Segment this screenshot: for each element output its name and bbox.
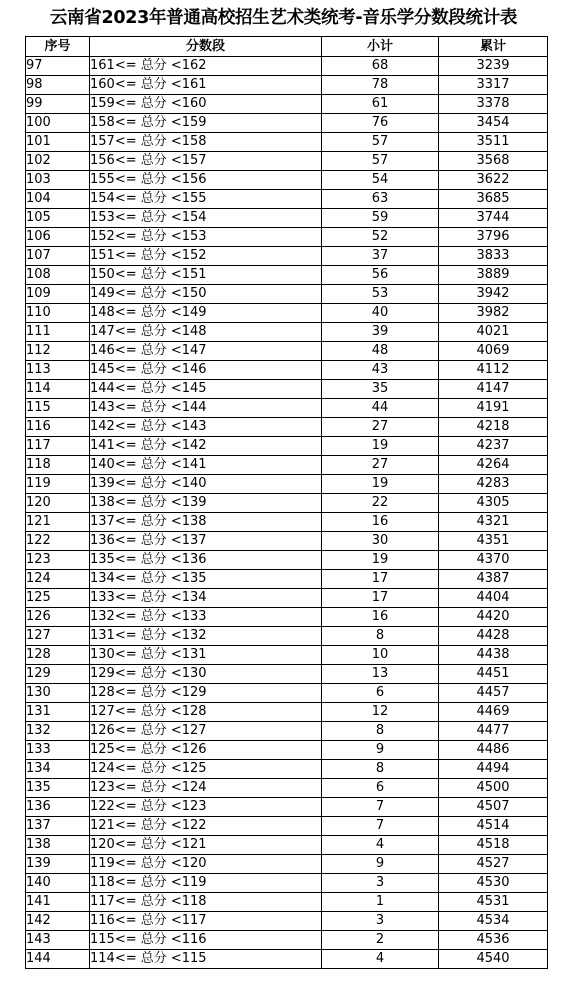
cell-seq: 136	[26, 798, 90, 817]
cell-total: 3796	[439, 228, 548, 247]
cell-count: 39	[322, 323, 439, 342]
cell-count: 43	[322, 361, 439, 380]
cell-total: 4112	[439, 361, 548, 380]
cell-total: 4420	[439, 608, 548, 627]
cell-total: 4218	[439, 418, 548, 437]
cell-count: 76	[322, 114, 439, 133]
cell-total: 4069	[439, 342, 548, 361]
cell-seq: 109	[26, 285, 90, 304]
cell-seq: 132	[26, 722, 90, 741]
cell-total: 4531	[439, 893, 548, 912]
cell-count: 9	[322, 741, 439, 760]
cell-total: 4321	[439, 513, 548, 532]
cell-seq: 108	[26, 266, 90, 285]
cell-range: 128<= 总分 <129	[90, 684, 322, 703]
cell-total: 4351	[439, 532, 548, 551]
table-row	[26, 323, 548, 342]
table-body	[26, 57, 548, 969]
cell-seq: 101	[26, 133, 90, 152]
cell-count: 9	[322, 855, 439, 874]
cell-count: 16	[322, 608, 439, 627]
table-row	[26, 285, 548, 304]
cell-total: 4530	[439, 874, 548, 893]
cell-range: 143<= 总分 <144	[90, 399, 322, 418]
cell-total: 4494	[439, 760, 548, 779]
table-row	[26, 304, 548, 323]
cell-total: 4147	[439, 380, 548, 399]
cell-count: 52	[322, 228, 439, 247]
table-row	[26, 760, 548, 779]
table-row	[26, 114, 548, 133]
table-row	[26, 570, 548, 589]
cell-range: 147<= 总分 <148	[90, 323, 322, 342]
table-row	[26, 456, 548, 475]
cell-seq: 129	[26, 665, 90, 684]
cell-total: 4404	[439, 589, 548, 608]
column-header-total: 累计	[439, 37, 548, 57]
cell-range: 140<= 总分 <141	[90, 456, 322, 475]
cell-total: 3317	[439, 76, 548, 95]
table-row	[26, 627, 548, 646]
table-row	[26, 228, 548, 247]
cell-range: 130<= 总分 <131	[90, 646, 322, 665]
cell-range: 122<= 总分 <123	[90, 798, 322, 817]
cell-range: 120<= 总分 <121	[90, 836, 322, 855]
cell-total: 4264	[439, 456, 548, 475]
cell-range: 127<= 总分 <128	[90, 703, 322, 722]
cell-seq: 97	[26, 57, 90, 76]
table-row	[26, 437, 548, 456]
cell-seq: 113	[26, 361, 90, 380]
cell-seq: 112	[26, 342, 90, 361]
cell-count: 48	[322, 342, 439, 361]
cell-count: 10	[322, 646, 439, 665]
cell-seq: 105	[26, 209, 90, 228]
cell-seq: 114	[26, 380, 90, 399]
cell-count: 19	[322, 475, 439, 494]
cell-range: 159<= 总分 <160	[90, 95, 322, 114]
cell-count: 3	[322, 912, 439, 931]
cell-seq: 121	[26, 513, 90, 532]
table-row	[26, 608, 548, 627]
cell-total: 4387	[439, 570, 548, 589]
table-row	[26, 361, 548, 380]
cell-count: 13	[322, 665, 439, 684]
cell-total: 4540	[439, 950, 548, 969]
cell-range: 155<= 总分 <156	[90, 171, 322, 190]
table-row	[26, 741, 548, 760]
table-row	[26, 703, 548, 722]
cell-count: 63	[322, 190, 439, 209]
cell-seq: 110	[26, 304, 90, 323]
cell-range: 146<= 总分 <147	[90, 342, 322, 361]
watermark: ⠀	[238, 410, 354, 537]
cell-count: 8	[322, 760, 439, 779]
cell-seq: 144	[26, 950, 90, 969]
cell-count: 19	[322, 437, 439, 456]
cell-total: 4486	[439, 741, 548, 760]
table-row	[26, 532, 548, 551]
cell-count: 61	[322, 95, 439, 114]
cell-seq: 115	[26, 399, 90, 418]
cell-total: 4451	[439, 665, 548, 684]
score-table	[25, 36, 548, 969]
table-row	[26, 171, 548, 190]
cell-seq: 127	[26, 627, 90, 646]
cell-seq: 137	[26, 817, 90, 836]
cell-total: 3744	[439, 209, 548, 228]
cell-range: 121<= 总分 <122	[90, 817, 322, 836]
cell-range: 153<= 总分 <154	[90, 209, 322, 228]
table-row	[26, 950, 548, 969]
table-row	[26, 190, 548, 209]
cell-seq: 117	[26, 437, 90, 456]
cell-range: 157<= 总分 <158	[90, 133, 322, 152]
cell-range: 137<= 总分 <138	[90, 513, 322, 532]
cell-range: 135<= 总分 <136	[90, 551, 322, 570]
cell-seq: 140	[26, 874, 90, 893]
cell-seq: 103	[26, 171, 90, 190]
cell-range: 131<= 总分 <132	[90, 627, 322, 646]
cell-seq: 107	[26, 247, 90, 266]
cell-count: 8	[322, 722, 439, 741]
column-header-seq: 序号	[26, 37, 90, 57]
cell-seq: 128	[26, 646, 90, 665]
cell-count: 8	[322, 627, 439, 646]
cell-seq: 119	[26, 475, 90, 494]
column-header-count: 小计	[322, 37, 439, 57]
cell-total: 4477	[439, 722, 548, 741]
cell-total: 4237	[439, 437, 548, 456]
cell-seq: 100	[26, 114, 90, 133]
cell-count: 22	[322, 494, 439, 513]
table-row	[26, 95, 548, 114]
table-row	[26, 266, 548, 285]
cell-total: 3833	[439, 247, 548, 266]
table-row	[26, 722, 548, 741]
table-row	[26, 931, 548, 950]
cell-range: 160<= 总分 <161	[90, 76, 322, 95]
table-row	[26, 475, 548, 494]
table-row	[26, 209, 548, 228]
cell-count: 57	[322, 152, 439, 171]
cell-total: 4469	[439, 703, 548, 722]
cell-total: 4021	[439, 323, 548, 342]
cell-count: 2	[322, 931, 439, 950]
cell-range: 119<= 总分 <120	[90, 855, 322, 874]
cell-count: 54	[322, 171, 439, 190]
cell-range: 126<= 总分 <127	[90, 722, 322, 741]
cell-count: 4	[322, 950, 439, 969]
page-title: 云南省2023年普通高校招生艺术类统考-音乐学分数段统计表	[49, 8, 518, 28]
cell-seq: 139	[26, 855, 90, 874]
cell-seq: 124	[26, 570, 90, 589]
cell-count: 27	[322, 418, 439, 437]
table-row	[26, 513, 548, 532]
table-row	[26, 646, 548, 665]
table-row	[26, 551, 548, 570]
cell-range: 154<= 总分 <155	[90, 190, 322, 209]
cell-count: 30	[322, 532, 439, 551]
cell-range: 139<= 总分 <140	[90, 475, 322, 494]
cell-range: 123<= 总分 <124	[90, 779, 322, 798]
cell-count: 6	[322, 779, 439, 798]
cell-total: 4191	[439, 399, 548, 418]
cell-count: 78	[322, 76, 439, 95]
cell-count: 1	[322, 893, 439, 912]
cell-count: 40	[322, 304, 439, 323]
cell-range: 136<= 总分 <137	[90, 532, 322, 551]
cell-seq: 98	[26, 76, 90, 95]
cell-range: 161<= 总分 <162	[90, 57, 322, 76]
cell-total: 3889	[439, 266, 548, 285]
cell-count: 57	[322, 133, 439, 152]
table-header-row	[26, 37, 548, 57]
cell-count: 56	[322, 266, 439, 285]
cell-range: 151<= 总分 <152	[90, 247, 322, 266]
cell-range: 132<= 总分 <133	[90, 608, 322, 627]
cell-seq: 125	[26, 589, 90, 608]
table-row	[26, 912, 548, 931]
cell-count: 12	[322, 703, 439, 722]
cell-seq: 111	[26, 323, 90, 342]
cell-total: 4500	[439, 779, 548, 798]
table-row	[26, 665, 548, 684]
table-row	[26, 779, 548, 798]
table-row	[26, 418, 548, 437]
cell-seq: 134	[26, 760, 90, 779]
cell-count: 35	[322, 380, 439, 399]
cell-total: 3511	[439, 133, 548, 152]
cell-total: 3982	[439, 304, 548, 323]
cell-count: 6	[322, 684, 439, 703]
cell-count: 37	[322, 247, 439, 266]
cell-range: 116<= 总分 <117	[90, 912, 322, 931]
cell-seq: 138	[26, 836, 90, 855]
cell-seq: 126	[26, 608, 90, 627]
cell-range: 115<= 总分 <116	[90, 931, 322, 950]
cell-total: 4305	[439, 494, 548, 513]
cell-total: 3454	[439, 114, 548, 133]
table-row	[26, 798, 548, 817]
cell-range: 129<= 总分 <130	[90, 665, 322, 684]
cell-seq: 130	[26, 684, 90, 703]
cell-range: 124<= 总分 <125	[90, 760, 322, 779]
cell-range: 118<= 总分 <119	[90, 874, 322, 893]
cell-range: 150<= 总分 <151	[90, 266, 322, 285]
cell-seq: 118	[26, 456, 90, 475]
cell-total: 4514	[439, 817, 548, 836]
cell-count: 16	[322, 513, 439, 532]
cell-total: 4283	[439, 475, 548, 494]
cell-total: 4457	[439, 684, 548, 703]
cell-range: 148<= 总分 <149	[90, 304, 322, 323]
table-row	[26, 855, 548, 874]
cell-total: 3568	[439, 152, 548, 171]
cell-seq: 102	[26, 152, 90, 171]
table-row	[26, 817, 548, 836]
cell-seq: 142	[26, 912, 90, 931]
cell-seq: 122	[26, 532, 90, 551]
cell-total: 4536	[439, 931, 548, 950]
cell-count: 19	[322, 551, 439, 570]
table-row	[26, 836, 548, 855]
table-row	[26, 247, 548, 266]
table-row	[26, 684, 548, 703]
column-header-range: 分数段	[90, 37, 322, 57]
cell-seq: 141	[26, 893, 90, 912]
cell-seq: 99	[26, 95, 90, 114]
cell-range: 156<= 总分 <157	[90, 152, 322, 171]
table-row	[26, 893, 548, 912]
table-row	[26, 399, 548, 418]
table-row	[26, 589, 548, 608]
cell-range: 145<= 总分 <146	[90, 361, 322, 380]
cell-range: 114<= 总分 <115	[90, 950, 322, 969]
cell-count: 17	[322, 570, 439, 589]
table-row	[26, 76, 548, 95]
cell-seq: 143	[26, 931, 90, 950]
table-row	[26, 342, 548, 361]
cell-count: 7	[322, 817, 439, 836]
cell-seq: 120	[26, 494, 90, 513]
cell-range: 133<= 总分 <134	[90, 589, 322, 608]
cell-total: 4507	[439, 798, 548, 817]
cell-range: 158<= 总分 <159	[90, 114, 322, 133]
cell-count: 17	[322, 589, 439, 608]
cell-range: 141<= 总分 <142	[90, 437, 322, 456]
table-row	[26, 152, 548, 171]
cell-total: 3942	[439, 285, 548, 304]
cell-count: 59	[322, 209, 439, 228]
cell-seq: 106	[26, 228, 90, 247]
cell-range: 134<= 总分 <135	[90, 570, 322, 589]
cell-total: 3622	[439, 171, 548, 190]
cell-count: 68	[322, 57, 439, 76]
cell-range: 117<= 总分 <118	[90, 893, 322, 912]
cell-total: 4527	[439, 855, 548, 874]
cell-range: 144<= 总分 <145	[90, 380, 322, 399]
table-row	[26, 874, 548, 893]
cell-seq: 133	[26, 741, 90, 760]
cell-total: 3685	[439, 190, 548, 209]
cell-count: 7	[322, 798, 439, 817]
table-row	[26, 133, 548, 152]
cell-seq: 131	[26, 703, 90, 722]
cell-count: 27	[322, 456, 439, 475]
table-row	[26, 57, 548, 76]
cell-range: 125<= 总分 <126	[90, 741, 322, 760]
cell-seq: 135	[26, 779, 90, 798]
table-row	[26, 494, 548, 513]
cell-total: 4428	[439, 627, 548, 646]
cell-total: 4534	[439, 912, 548, 931]
cell-count: 53	[322, 285, 439, 304]
cell-count: 3	[322, 874, 439, 893]
cell-range: 138<= 总分 <139	[90, 494, 322, 513]
cell-total: 4370	[439, 551, 548, 570]
table-row	[26, 380, 548, 399]
cell-range: 149<= 总分 <150	[90, 285, 322, 304]
cell-total: 4438	[439, 646, 548, 665]
cell-seq: 104	[26, 190, 90, 209]
cell-count: 4	[322, 836, 439, 855]
cell-range: 152<= 总分 <153	[90, 228, 322, 247]
cell-total: 4518	[439, 836, 548, 855]
cell-total: 3239	[439, 57, 548, 76]
cell-seq: 123	[26, 551, 90, 570]
cell-seq: 116	[26, 418, 90, 437]
cell-range: 142<= 总分 <143	[90, 418, 322, 437]
cell-count: 44	[322, 399, 439, 418]
cell-total: 3378	[439, 95, 548, 114]
